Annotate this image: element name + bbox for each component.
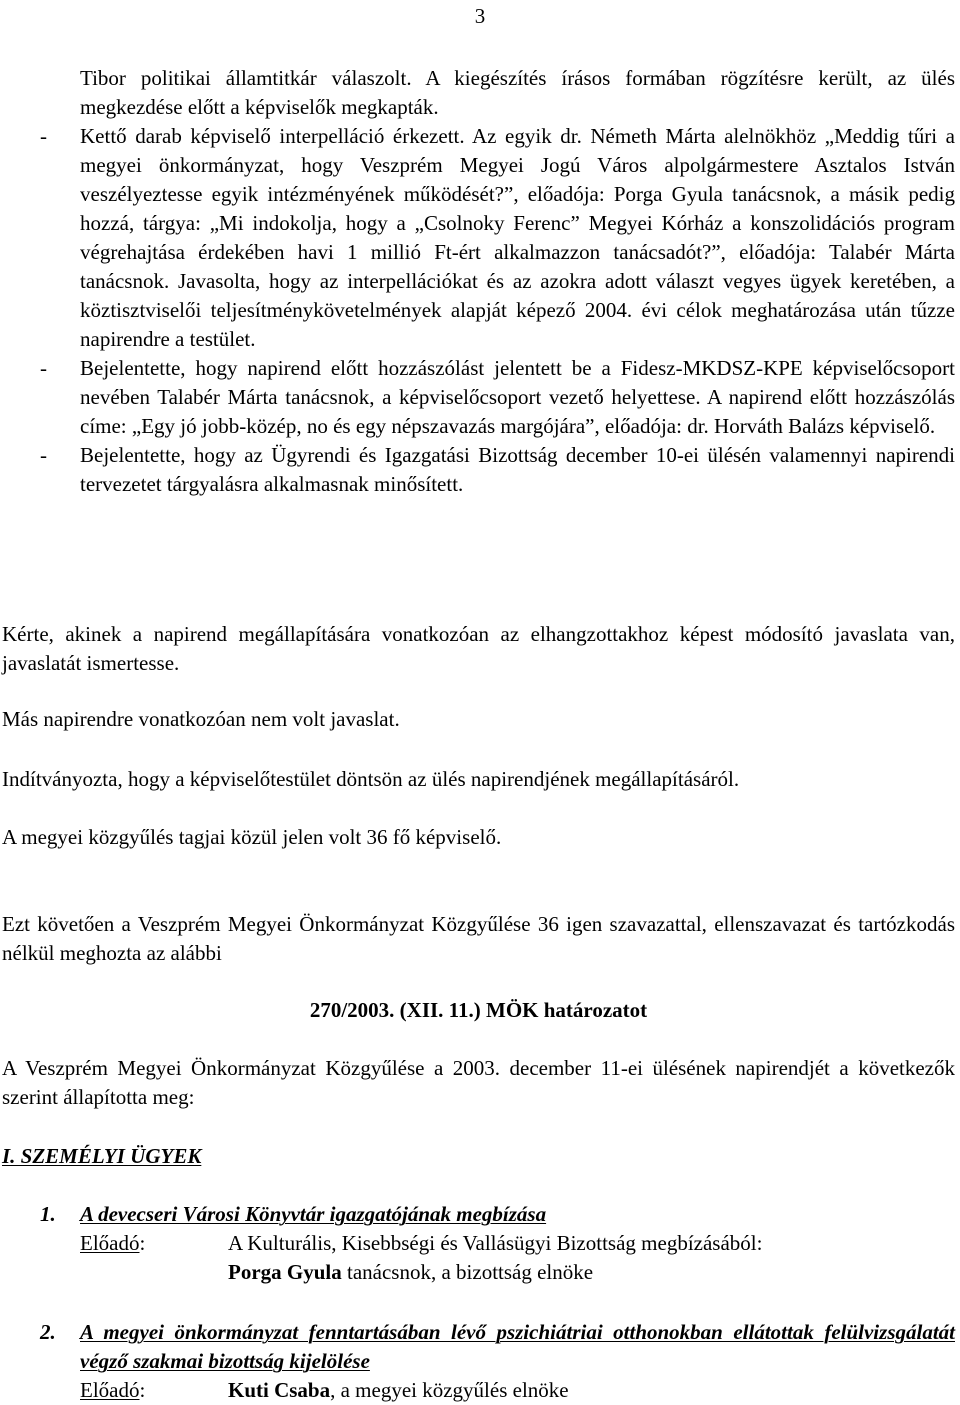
bullet-text: Bejelentette, hogy az Ügyrendi és Igazgatási Bizottság december 10-ei ülésén valamennyi napirendi tervezetet tárgyalásra alkalmasnak minősített. [80,443,955,496]
resolution-paragraph: A Veszprém Megyei Önkormányzat Közgyűlése a 2003. december 11-ei ülésének napirendjét a következők szerint állapította meg: [2,1056,955,1109]
agenda-item [2,1318,955,1405]
bullet-text: Kettő darab képviselő interpelláció érkezett. Az egyik dr. Németh Márta alelnökhöz „Meddig tűri a megyei önkormányzat, hogy Veszprém Megyei Jogú Város alpolgármestere Asztalos István veszélyeztesse egyik intézményének működését?”, előadója: Porga Gyula tanácsnok, a másik pedig hozzá, tárgya: „Mi indokolja, hogy a „Csolnoky Ferenc” Megyei Kórház a konszolidációs program végrehajtása érdekében havi 1 millió Ft-ért alkalmazzon tanácsadót?”, előadója: Talabér Márta tanácsnok. Javasolta, hogy az interpellációkat és az azokra adott választ vegyes ügyek keretében, a köztisztviselői teljesítménykövetelmények alapját képező 2004. évi célok meghatározása után tűzze napirendre a testület. [80,124,955,351]
bullet-item [2,354,955,441]
presenter-label: Előadó [80,1378,140,1402]
paragraph-kerte: Kérte, akinek a napirend megállapítására vonatkozóan az elhangzottakhoz képest módosító javaslata van, javaslatát ismertesse. [2,622,955,675]
paragraph-mas: Más napirendre vonatkozóan nem volt javaslat. [2,707,400,731]
agenda-item-number: 1. [40,1202,56,1226]
bullet-text: Bejelentette, hogy napirend előtt hozzászólást jelentett be a Fidesz-MKDSZ-KPE képviselőcsoport nevében Talabér Márta tanácsnok, a képviselőcsoport vezető helyettese. A napirend előtt hozzászólás címe: „Egy jó jobb-közép, no és egy népszavazás margójára”, előadója: dr. Horváth Balázs képviselő. [80,356,955,438]
agenda-item-number: 2. [40,1320,56,1344]
presenter-name: Porga Gyula [228,1260,342,1284]
agenda-item [2,1200,955,1287]
bullet-dash: - [40,356,47,380]
paragraph-ezt: Ezt követően a Veszprém Megyei Önkormányzat Közgyűlése 36 igen szavazattal, ellenszavazat és tartózkodás nélkül meghozta az alábbi [2,912,955,965]
bullet-item [2,441,955,499]
body-paragraphs [2,620,955,678]
bullet-dash: - [40,443,47,467]
resolution-title: 270/2003. (XII. 11.) MÖK határozatot [309,998,648,1022]
intro-block [2,64,955,499]
paragraph-inditvany: Indítványozta, hogy a képviselőtestület döntsön az ülés napirendjének megállapításáról. [2,767,740,791]
presenter-name: Kuti Csaba [228,1378,331,1402]
presenter-role: , a megyei közgyűlés elnöke [330,1378,569,1402]
page-number: 3 [474,4,486,28]
presenter-sep: : [139,1378,146,1402]
presenter-label: Előadó [80,1231,140,1255]
agenda-item-title: A devecseri Városi Könyvtár igazgatójának megbízása [80,1202,547,1226]
agenda-item-title: A megyei önkormányzat fenntartásában lévő pszichiátriai otthonokban ellátottak felülvizsgálatát végző szakmai bizottság kijelölése [80,1320,955,1373]
paragraph-jelen: A megyei közgyűlés tagjai közül jelen volt 36 fő képviselő. [2,825,502,849]
presenter-role: tanácsnok, a bizottság elnöke [341,1260,594,1284]
bullet-dash: - [40,124,47,148]
intro-paragraph: Tibor politikai államtitkár válaszolt. A kiegészítés írásos formában rögzítésre került, az ülés megkezdése előtt a képviselők megkapták. [80,66,955,119]
section-personnel [2,1142,955,1171]
section-title: I. SZEMÉLYI ÜGYEK [2,1144,202,1168]
presenter-line: A Kulturális, Kisebbségi és Vallásügyi Bizottság megbízásából: [228,1231,763,1255]
bullet-item [2,122,955,354]
presenter-sep: : [139,1231,146,1255]
